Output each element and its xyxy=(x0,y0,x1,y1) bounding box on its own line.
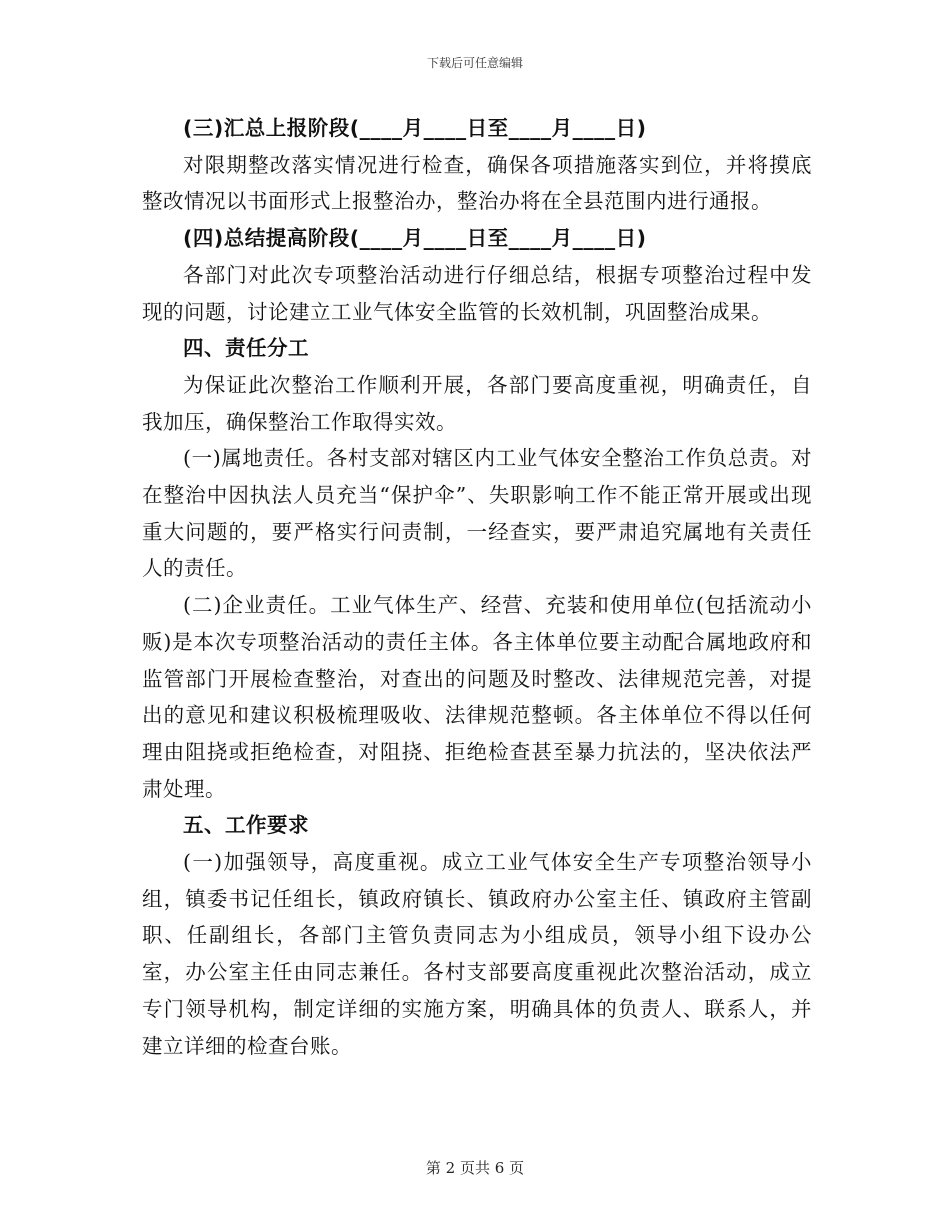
section-title-responsibility: 四、责任分工 xyxy=(183,336,309,361)
heading-summary-report-stage: (三)汇总上报阶段(____月____日至____月____日) xyxy=(183,116,647,140)
page-number: 第 2 页共 6 页 xyxy=(425,1159,525,1177)
paragraph-responsibility-intro: 为保证此次整治工作顺利开展，各部门要高度重视，明确责任，自我加压，确保整治工作取得实效。 xyxy=(142,372,812,434)
section-title-work-requirements: 五、工作要求 xyxy=(183,813,309,838)
header-note: 下载后可任意编辑 xyxy=(426,56,523,70)
document-body xyxy=(142,110,812,1064)
paragraph-leadership-requirement: (一)加强领导，高度重视。成立工业气体安全生产专项整治领导小组，镇委书记任组长，镇政府镇长、镇政府办公室主任、镇政府主管副职、任副组长，各部门主管负责同志为小组成员，领导小组下设办公室，办公室主任由同志兼任。各村支部要高度重视此次整治活动，成立专门领导机构，制定详细的实施方案，明确具体的负责人、联系人，并建立详细的检查台账。 xyxy=(142,850,812,1058)
paragraph-territorial-responsibility: (一)属地责任。各村支部对辖区内工业气体安全整治工作负总责。对在整治中因执法人员充当“保护伞”、失职影响工作不能正常开展或出现重大问题的，要严格实行问责制，一经查实，要严肃追究属地有关责任人的责任。 xyxy=(142,446,812,581)
heading-summary-improvement-stage: (四)总结提高阶段(____月____日至____月____日) xyxy=(183,226,647,251)
paragraph-enterprise-responsibility: (二)企业责任。工业气体生产、经营、充装和使用单位(包括流动小贩)是本次专项整治活动的责任主体。各主体单位要主动配合属地政府和监管部门开展检查整治，对查出的问题及时整改、法律规范完善，对提出的意见和建议积极梳理吸收、法律规范整顿。各主体单位不得以任何理由阻挠或拒绝检查，对阻挠、拒绝检查甚至暴力抗法的，坚决依法严肃处理。 xyxy=(142,593,812,801)
paragraph-summary-report: 对限期整改落实情况进行检查，确保各项措施落实到位，并将摸底整改情况以书面形式上报整治办，整治办将在全县范围内进行通报。 xyxy=(142,152,812,214)
paragraph-summary-improvement: 各部门对此次专项整治活动进行仔细总结，根据专项整治过程中发现的问题，讨论建立工业气体安全监管的长效机制，巩固整治成果。 xyxy=(142,262,812,324)
